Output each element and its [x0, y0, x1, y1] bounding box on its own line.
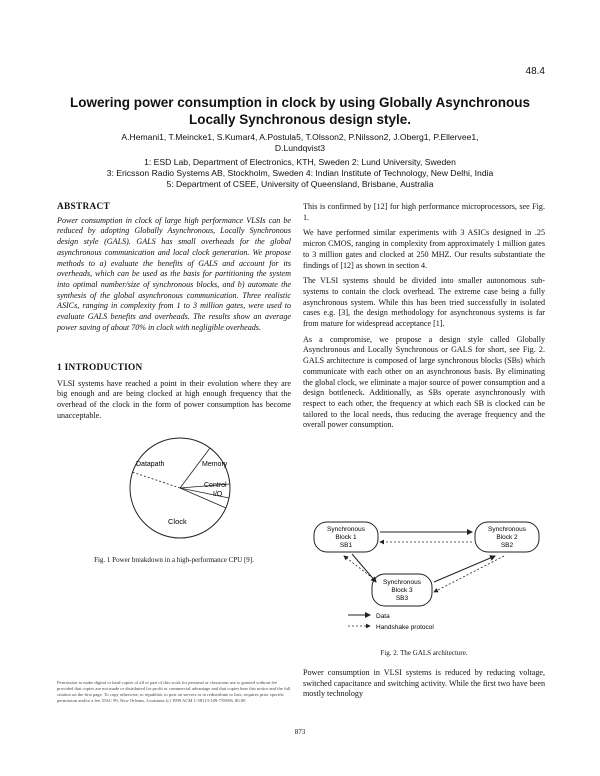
- intro-heading: 1 INTRODUCTION: [57, 363, 143, 373]
- intro-text: VLSI systems have reached a point in their evolution where they are big enough and are being clocked at high enough frequency that the overhead of the clock in the form of power consumption has become unacceptable.: [57, 378, 291, 420]
- fig1-pie-chart: [118, 432, 248, 544]
- fig2-caption: Fig. 2. The GALS architecture.: [380, 649, 468, 657]
- paper-title: [40, 94, 560, 128]
- authors: [40, 132, 560, 154]
- right-paragraph-4: As a compromise, we propose a design style called Globally Asynchronous and Locally Synchronous or GALS for short, see Fig. 2. GALS architecture is composed of large synchronous blocks (SBs) which communicate with each other on an asynchronous basis. By eliminating the global clock, we eliminate a major source of power consumption and a design bottleneck. Additionally, as SBs operate asynchronously with respect to each other, the frequency at which each SB is clocked can be tailored to the local needs, thus reducing the average frequency and the overall power consumption.: [303, 334, 545, 430]
- authors-line-2: D.Lundqvist3: [274, 143, 326, 153]
- authors-line-1: A.Hemani1, T.Meincke1, S.Kumar4, A.Postula5, T.Olsson2, P.Nilsson2, J.Oberg1, P.Ellervee1,: [121, 132, 479, 142]
- label-memory: Memory: [202, 461, 228, 468]
- label-io: I/O: [213, 491, 223, 498]
- left-column: [57, 202, 291, 338]
- block-3-line-3: SB3: [395, 595, 409, 602]
- copyright-footnote: Permission to make digital or hard copies of all or part of this work for personal or classroom use is granted without fee provided that copies are not made or distributed for profit or commercial advantage and that copies bear this notice and the full citation on the first page. To copy otherwise, to republish, to post on servers or to redistribute to lists, requires prior specific permission and/or a fee. DAC 99, New Orleans, Louisiana (c) 1999 ACM 1-58113-109-7/99/06..$5.00: [57, 680, 291, 703]
- title-line-1: Lowering power consumption in clock by using Globally Asynchronous: [69, 95, 531, 110]
- label-datapath: Datapath: [136, 461, 165, 468]
- block-3-line-2: Block 3: [391, 587, 413, 594]
- right-paragraph-3: The VLSI systems should be divided into smaller autonomous sub-systems to contain the clock overhead. The extreme case being a fully asynchronous system. While this has been tried successfully in isolated cases e.g. [3], the design methodology for asynchronous systems is far from mature for widespread acceptance [1].: [303, 276, 545, 329]
- affiliation-2: 3: Ericsson Radio Systems AB, Stockholm, Sweden 4: Indian Institute of Technology, New Delhi, India: [106, 168, 494, 178]
- handshake-arrow-2-3: [434, 556, 504, 592]
- affiliation-1: 1: ESD Lab, Department of Electronics, KTH, Sweden 2: Lund University, Sweden: [144, 157, 456, 167]
- affiliations: [40, 157, 560, 190]
- block-2-line-3: SB2: [500, 542, 514, 549]
- page-number: 873: [294, 728, 306, 736]
- fig1-caption: Fig. 1 Power breakdown in a high-performance CPU [9].: [94, 556, 254, 564]
- legend-data-label: Data: [376, 613, 390, 620]
- right-column: [303, 202, 545, 436]
- block-3-line-1: Synchronous: [383, 579, 421, 586]
- data-arrow-3-2: [434, 556, 495, 582]
- block-1-line-2: Block 1: [335, 534, 357, 541]
- block-2-line-1: Synchronous: [488, 526, 526, 533]
- title-line-2: Locally Synchronous design style.: [188, 112, 412, 127]
- abstract-heading: ABSTRACT: [57, 202, 111, 212]
- pie-divider-5: [132, 472, 180, 488]
- affiliation-3: 5: Department of CSEE, University of Queensland, Brisbane, Australia: [166, 179, 434, 189]
- data-arrow-1-3: [352, 554, 376, 582]
- block-1-line-1: Synchronous: [327, 526, 365, 533]
- right-paragraph-2: We have performed similar experiments with 3 ASICs designed in .25 micron CMOS, ranging in complexity from approximately 1 million gates to 3 million gates and clocked at 250 MHZ. Our results substantiate the findings of [12] as shown in section 4.: [303, 228, 545, 270]
- right-paragraph-1: This is confirmed by [12] for high performance microprocessors, see Fig. 1.: [303, 202, 545, 222]
- label-clock: Clock: [168, 517, 187, 526]
- page-label: 48.4: [525, 66, 545, 77]
- block-2-line-2: Block 2: [496, 534, 518, 541]
- legend-handshake-label: Handshake protocol: [376, 624, 434, 631]
- fig2-gals-diagram: [300, 516, 550, 644]
- introduction-section: [57, 363, 291, 427]
- right-final-paragraph: Power consumption in VLSI systems is reduced by reducing voltage, switched capacitance and switching activity. While the first two have been mostly technology: [303, 668, 545, 699]
- label-control: Control: [204, 482, 227, 489]
- abstract-text: Power consumption in clock of large high performance VLSIs can be reduced by adopting Globally Asynchronous, Locally Synchronous design style (GALS). GALS has small overheads for the global asynchronous communication and local clock generation. We propose methods to a) evaluate the benefits of GALS and account for its overheads, which can be used as the basis for partitioning the system into optimal number/size of synchronous blocks, and b) automate the synthesis of the global asynchronous communication. Three realistic ASICs, ranging in complexity from 1 to 3 million gates, were used to evaluate GALS benefits and overheads. The results show an average power saving of about 70% in clock with negligible overheads.: [57, 215, 291, 332]
- handshake-arrow-3-1: [344, 556, 370, 576]
- block-1-line-3: SB1: [339, 542, 353, 549]
